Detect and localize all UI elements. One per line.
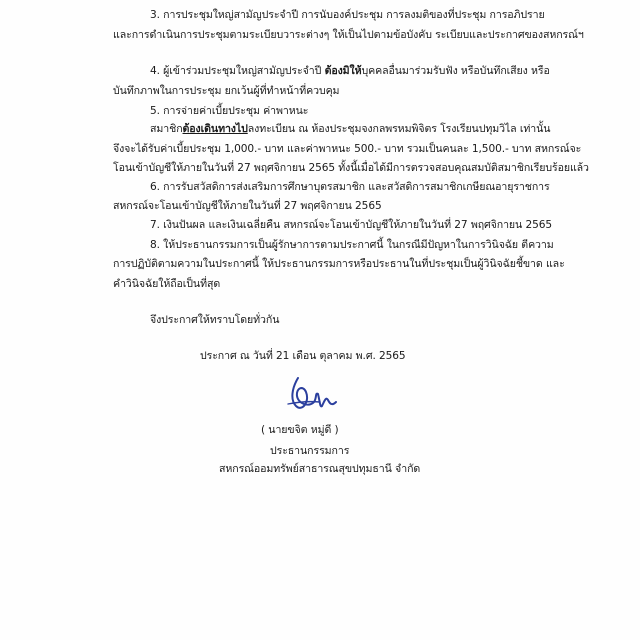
clause-3-line-1: 3. การประชุมใหญ่สามัญประจำปี การนับองค์ประชุม การลงมติของที่ประชุม การอภิปราย [150, 9, 545, 21]
clause-8-line-3: คำวินิจฉัยให้ถือเป็นที่สุด [113, 278, 221, 290]
clause-5-heading: 5. การจ่ายค่าเบี้ยประชุม ค่าพาหนะ [150, 105, 309, 117]
clause-5-emphasis: ต้องเดินทางไป [182, 123, 248, 135]
clause-8-line-1: 8. ให้ประธานกรรมการเป็นผู้รักษาการตามประกาศนี้ ในกรณีมีปัญหาในการวินิจฉัย ตีความ [150, 239, 554, 251]
signer-name: ( นายขจิต หมู่ดี ) [261, 424, 339, 436]
clause-4-line-2: บันทึกภาพในการประชุม ยกเว้นผู้ที่ทำหน้าที่ควบคุม [113, 85, 340, 97]
clause-4-text-c: บุคคลอื่นมาร่วมรับฟัง หรือบันทึกเสียง หรือ [361, 65, 550, 77]
signature-image [284, 372, 344, 416]
clause-5-line-3: โอนเข้าบัญชีให้ภายในวันที่ 27 พฤศจิกายน 2565 ทั้งนี้เมื่อได้มีการตรวจสอบคุณสมบัติสมาชิกเรียบร้อยแล้ว [113, 162, 589, 174]
organization-name: สหกรณ์ออมทรัพย์สาธารณสุขปทุมธานี จำกัด [219, 463, 421, 475]
announcement-closing: จึงประกาศให้ทราบโดยทั่วกัน [150, 314, 280, 326]
clause-6-line-1: 6. การรับสวัสดิการส่งเสริมการศึกษาบุตรสมาชิก และสวัสดิการสมาชิกเกษียณอายุราชการ [150, 181, 550, 193]
clause-5-text-a: สมาชิก [150, 123, 183, 135]
clause-4-text-a: 4. ผู้เข้าร่วมประชุมใหญ่สามัญประจำปี [150, 65, 325, 77]
clause-3-line-2: และการดำเนินการประชุมตามระเบียบวาระต่างๆ ให้เป็นไปตามข้อบังคับ ระเบียบและประกาศของสหกรณ์ฯ [113, 29, 584, 41]
clause-5-text-c: ลงทะเบียน ณ ห้องประชุมจงกลพรหมพิจิตร โรงเรียนปทุมวิไล เท่านั้น [247, 123, 551, 135]
clause-5-line-2: จึงจะได้รับค่าเบี้ยประชุม 1,000.- บาท และค่าพาหนะ 500.- บาท รวมเป็นคนละ 1,500.- บาท สหกรณ์จะ [113, 143, 582, 155]
announcement-date: ประกาศ ณ วันที่ 21 เดือน ตุลาคม พ.ศ. 2565 [200, 350, 406, 362]
clause-6-line-2: สหกรณ์จะโอนเข้าบัญชีให้ภายในวันที่ 27 พฤศจิกายน 2565 [113, 200, 382, 212]
clause-8-line-2: การปฏิบัติตามความในประกาศนี้ ให้ประธานกรรมการหรือประธานในที่ประชุมเป็นผู้วินิจฉัยชี้ขาด และ [113, 258, 565, 270]
clause-4-line-1 [150, 64, 550, 78]
clause-5-line-1 [150, 122, 550, 136]
clause-7-line: 7. เงินปันผล และเงินเฉลี่ยคืน สหกรณ์จะโอนเข้าบัญชีให้ภายในวันที่ 27 พฤศจิกายน 2565 [150, 219, 553, 231]
clause-4-emphasis: ต้องมิให้ [324, 65, 362, 77]
signer-title: ประธานกรรมการ [270, 445, 350, 457]
